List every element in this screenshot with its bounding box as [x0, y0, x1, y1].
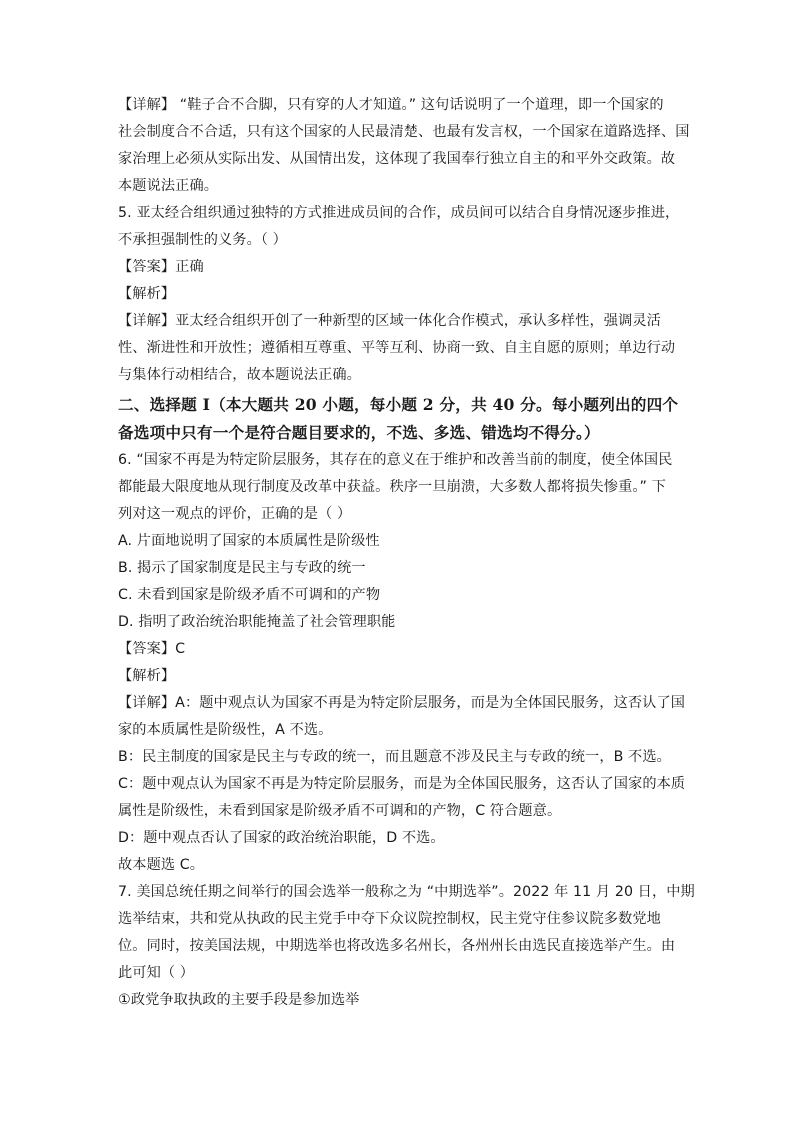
text-line: 属性是阶级性，未看到国家是阶级矛盾不可调和的产物，C 符合题意。	[118, 803, 562, 819]
answer-line: 【答案】正确	[118, 259, 204, 275]
text-line: 位。同时，按美国法规，中期选举也将改选多名州长，各州州长由选民直接选举产生。由	[118, 938, 676, 954]
text-line: 此可知（ ）	[118, 965, 195, 981]
text-line: 家治理上必须从实际出发、从国情出发，这体现了我国奉行独立自主的和平外交政策。故	[118, 151, 676, 167]
text-line: 选举结束，共和党从执政的民主党手中夺下众议院控制权，民主党守住参议院多数党地	[118, 911, 661, 927]
question-7: 7. 美国总统任期之间举行的国会选举一般称之为 “中期选举”。2022 年 11 月 20 日，中期	[118, 884, 695, 900]
text-line: 家的本质属性是阶级性，A 不选。	[118, 722, 333, 738]
text-line: 故本题选 C。	[118, 857, 205, 873]
question-6: 6. “国家不再是为特定阶层服务，其存在的意义在于维护和改善当前的制度，使全体国民	[118, 452, 673, 468]
text-line: 与集体行动相结合，故本题说法正确。	[118, 367, 361, 383]
text-line: D：题中观点否认了国家的政治统治职能，D 不选。	[118, 830, 445, 846]
text-line: 不承担强制性的义务。（ ）	[118, 232, 287, 248]
text-line: 性、渐进性和开放性；遵循相互尊重、平等互利、协商一致、自主自愿的原则；单边行动	[118, 340, 676, 356]
answer-line: 【答案】C	[118, 641, 186, 657]
text-line: 本题说法正确。	[118, 178, 219, 194]
analysis-label: 【解析】	[118, 286, 176, 302]
option-b: B. 揭示了国家制度是民主与专政的统一	[118, 560, 366, 576]
option-c: C. 未看到国家是阶级矛盾不可调和的产物	[118, 587, 381, 603]
text-line: C：题中观点认为国家不再是为特定阶层服务，而是为全体国民服务，这否认了国家的本质	[118, 776, 686, 792]
text-line: B：民主制度的国家是民主与专政的统一，而且题意不涉及民主与专政的统一，B 不选。	[118, 749, 671, 765]
option-d: D. 指明了政治统治职能掩盖了社会管理职能	[118, 614, 396, 630]
option-a: A. 片面地说明了国家的本质属性是阶级性	[118, 533, 380, 549]
text-line: 社会制度合不合适，只有这个国家的人民最清楚、也最有发言权，一个国家在道路选择、国	[118, 124, 690, 140]
statement-1: ①政党争取执政的主要手段是参加选举	[118, 992, 360, 1008]
section-heading-line2: 备选项中只有一个是符合题目要求的，不选、多选、错选均不得分。）	[118, 423, 600, 442]
text-line: 列对这一观点的评价，正确的是（ ）	[118, 506, 352, 522]
question-5: 5. 亚太经合组织通过独特的方式推进成员间的合作，成员间可以结合自身情况逐步推进，	[118, 205, 680, 221]
text-line: 【详解】 “鞋子合不合脚，只有穿的人才知道。” 这句话说明了一个道理，即一个国家的	[118, 97, 664, 113]
document-page	[118, 92, 695, 1014]
analysis-label: 【解析】	[118, 668, 176, 684]
text-line: 【详解】亚太经合组织开创了一种新型的区域一体化合作模式，承认多样性，强调灵活	[118, 313, 661, 329]
section-heading-line1: 二、选择题 I（本大题共 20 小题，每小题 2 分，共 40 分。每小题列出的四个	[118, 395, 679, 414]
text-line: 【详解】A：题中观点认为国家不再是为特定阶层服务，而是为全体国民服务，这否认了国	[118, 695, 686, 711]
text-line: 都能最大限度地从现行制度及改革中获益。秩序一旦崩溃，大多数人都将损失惨重。” 下	[118, 479, 666, 495]
